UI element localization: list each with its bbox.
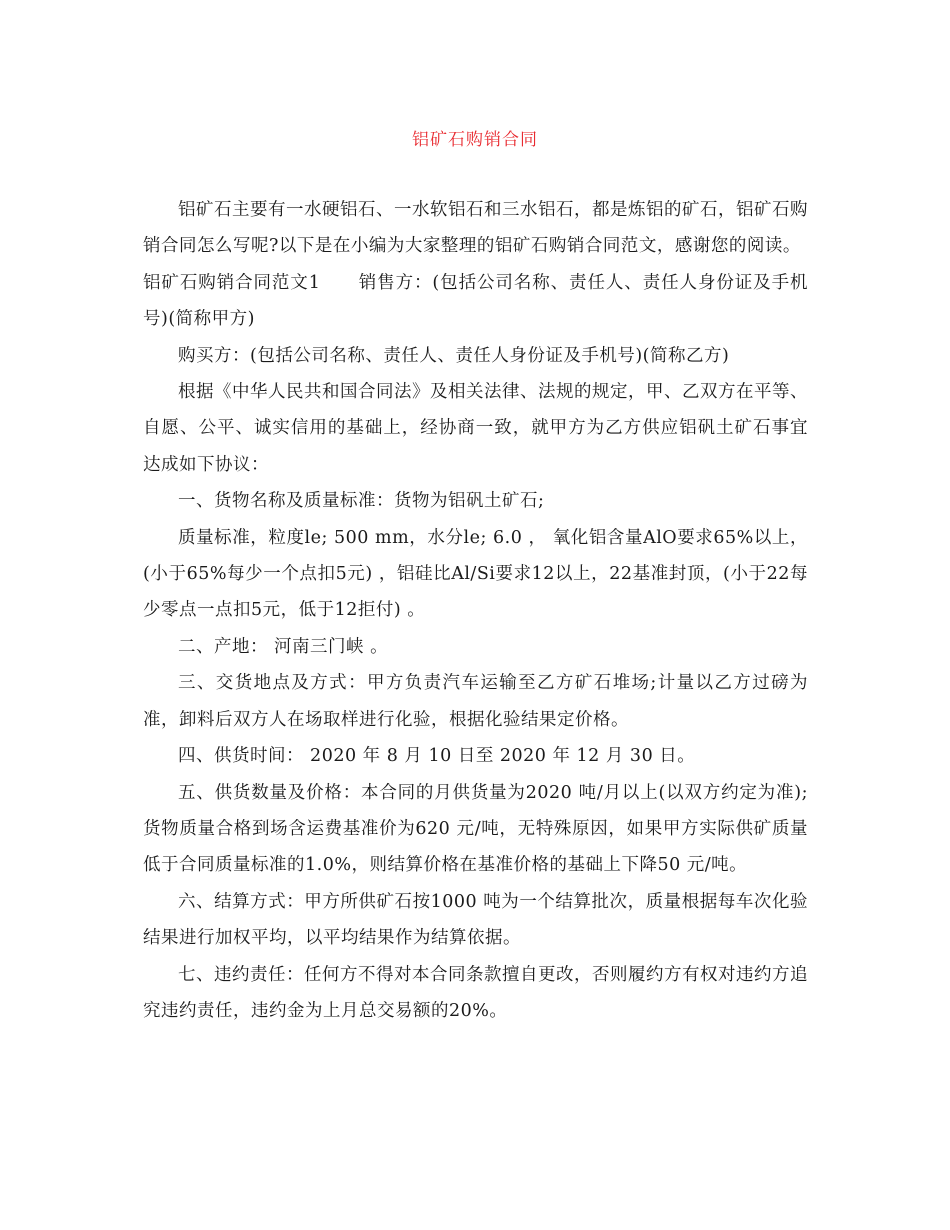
seller-paragraph: [143, 265, 808, 338]
clause-3: 三、交货地点及方式：甲方负责汽车运输至乙方矿石堆场;计量以乙方过磅为准，卸料后双方人在场取样进行化验，根据化验结果定价格。: [143, 673, 808, 730]
quality-standard-paragraph: 质量标准，粒度le; 500 mm，水分le; 6.0 ， 氧化铝含量AlO要求65%以上，(小于65%每少一个点扣5元) ，铝硅比Al/Si要求12以上，22基准封顶，(小于22每少零点一点扣5元，低于12拒付) 。: [143, 527, 808, 621]
intro-paragraph: 铝矿石主要有一水硬铝石、一水软铝石和三水铝石，都是炼铝的矿石，铝矿石购销合同怎么写呢?以下是在小编为大家整理的铝矿石购销合同范文，感谢您的阅读。: [143, 200, 808, 257]
document-body: [143, 192, 808, 1029]
clause-1: 一、货物名称及质量标准：货物为铝矾土矿石;: [178, 491, 545, 512]
clause-5: 五、供货数量及价格：本合同的月供货量为2020 吨/月以上(以双方约定为准); 货物质量合格到场含运费基准价为620 元/吨，无特殊原因，如果甲方实际供矿质量低于合同质量标准的1.0%，则结算价格在基准价格的基础上下降50 元/吨。: [143, 782, 808, 876]
buyer-paragraph: 购买方：(包括公司名称、责任人、责任人身份证及手机号)(简称乙方): [178, 345, 730, 366]
clause-7: 七、违约责任：任何方不得对本合同条款擅自更改，否则履约方有权对违约方追究违约责任，违约金为上月总交易额的20%。: [143, 964, 808, 1021]
clause-2: 二、产地： 河南三门峡 。: [178, 636, 389, 657]
preamble-paragraph: 根据《中华人民共和国合同法》及相关法律、法规的规定，甲、乙双方在平等、自愿、公平、诚实信用的基础上，经协商一致，就甲方为乙方供应铝矾土矿石事宜达成如下协议：: [143, 382, 808, 475]
document-title: 铝矿石购销合同: [412, 130, 538, 150]
seller-text: 销售方：(包括公司名称、责任人、责任人身份证及手机号)(简称甲方): [143, 272, 809, 330]
clause-6: 六、结算方式：甲方所供矿石按1000 吨为一个结算批次，质量根据每车次化验结果进行加权平均，以平均结果作为结算依据。: [143, 891, 808, 949]
sample-heading: 铝矿石购销合同范文1: [143, 272, 321, 293]
clause-4: 四、供货时间： 2020 年 8 月 10 日至 2020 年 12 月 30 日。: [178, 746, 696, 767]
